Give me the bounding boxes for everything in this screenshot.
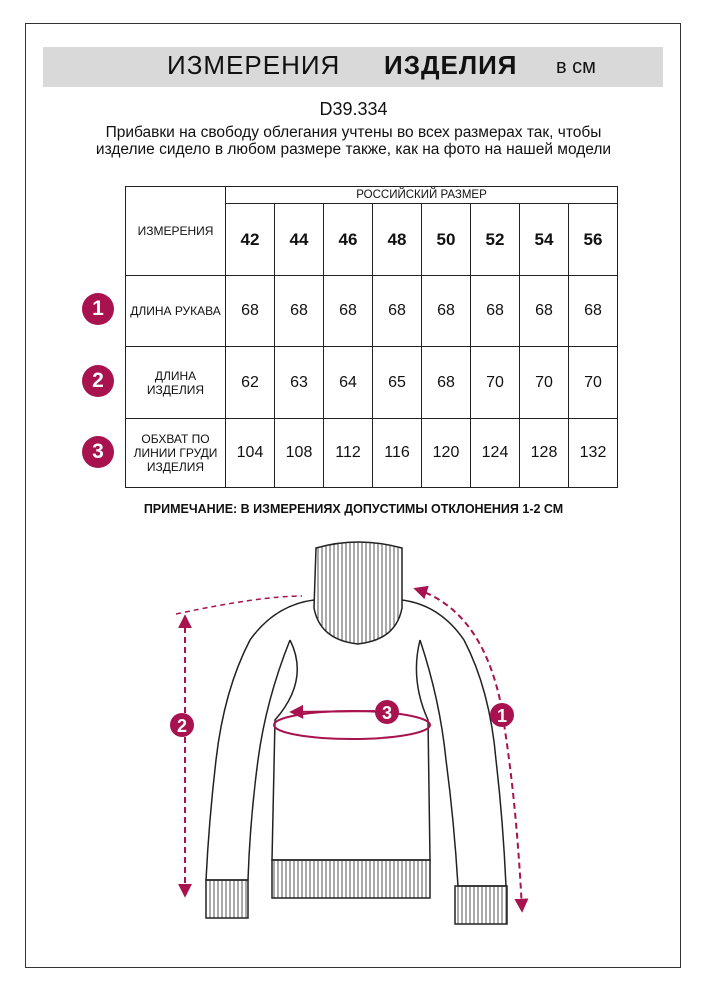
table-cell: 112 [324, 419, 373, 488]
row-number-badge: 1 [82, 293, 114, 325]
row-label: ДЛИНА ИЗДЕЛИЯ [126, 347, 226, 419]
table-cell: 104 [226, 419, 275, 488]
table-cell: 68 [275, 276, 324, 347]
chest-marker [375, 700, 399, 724]
sleeve-measure-line [416, 589, 522, 910]
table-cell: 70 [471, 347, 520, 419]
left-sleeve [206, 600, 314, 880]
length-marker [170, 713, 194, 737]
sleeve-marker [490, 703, 514, 727]
row-number-badge: 2 [82, 365, 114, 397]
size-cell: 54 [520, 204, 569, 276]
table-cell: 108 [275, 419, 324, 488]
table-cell: 65 [373, 347, 422, 419]
table-cell: 116 [373, 419, 422, 488]
size-cell: 46 [324, 204, 373, 276]
table-cell: 124 [471, 419, 520, 488]
chest-marker-label: 3 [381, 703, 393, 723]
hem-band [272, 860, 430, 898]
row-label: ОБХВАТ ПО ЛИНИИ ГРУДИ ИЗДЕЛИЯ [126, 419, 226, 488]
table-cell: 64 [324, 347, 373, 419]
table-cell: 68 [373, 276, 422, 347]
size-cell: 48 [373, 204, 422, 276]
tolerance-remark: ПРИМЕЧАНИЕ: В ИЗМЕРЕНИЯХ ДОПУСТИМЫ ОТКЛОНЕНИЯ 1-2 СМ [143, 502, 564, 516]
table-cell: 68 [569, 276, 618, 347]
right-cuff [455, 886, 507, 924]
left-cuff [206, 880, 248, 918]
fit-note: Прибавки на свободу облегания учтены во всех размерах так, чтобы изделие сидело в любом размере также, как на фото на нашей модели [95, 124, 612, 158]
table-cell: 68 [422, 276, 471, 347]
table-cell: 70 [520, 347, 569, 419]
chest-measure-ellipse [274, 711, 430, 739]
length-marker-label: 2 [176, 716, 188, 736]
title-measurements: ИЗМЕРЕНИЯ [167, 50, 341, 80]
length-guide-top [176, 596, 302, 614]
table-cell: 68 [471, 276, 520, 347]
table-cell: 68 [324, 276, 373, 347]
row-label: ДЛИНА РУКАВА [126, 276, 226, 347]
size-cell: 42 [226, 204, 275, 276]
table-cell: 132 [569, 419, 618, 488]
article-code: D39.334 [319, 99, 388, 119]
title-unit: в см [556, 56, 596, 78]
body-outline [272, 640, 430, 860]
corner-label: ИЗМЕРЕНИЯ [126, 187, 226, 276]
size-header: РОССИЙСКИЙ РАЗМЕР [226, 187, 618, 204]
size-cell: 50 [422, 204, 471, 276]
size-cell: 56 [569, 204, 618, 276]
table-cell: 68 [226, 276, 275, 347]
size-cell: 44 [275, 204, 324, 276]
collar [314, 542, 402, 644]
table-cell: 62 [226, 347, 275, 419]
size-cell: 52 [471, 204, 520, 276]
row-number-badge: 3 [82, 436, 114, 468]
table-cell: 68 [422, 347, 471, 419]
title-garment: ИЗДЕЛИЯ [384, 50, 518, 80]
table-cell: 68 [520, 276, 569, 347]
right-sleeve [402, 600, 506, 886]
sleeve-marker-label: 1 [496, 706, 508, 726]
chest-arrow [292, 711, 375, 712]
table-cell: 128 [520, 419, 569, 488]
table-cell: 63 [275, 347, 324, 419]
table-cell: 70 [569, 347, 618, 419]
table-cell: 120 [422, 419, 471, 488]
